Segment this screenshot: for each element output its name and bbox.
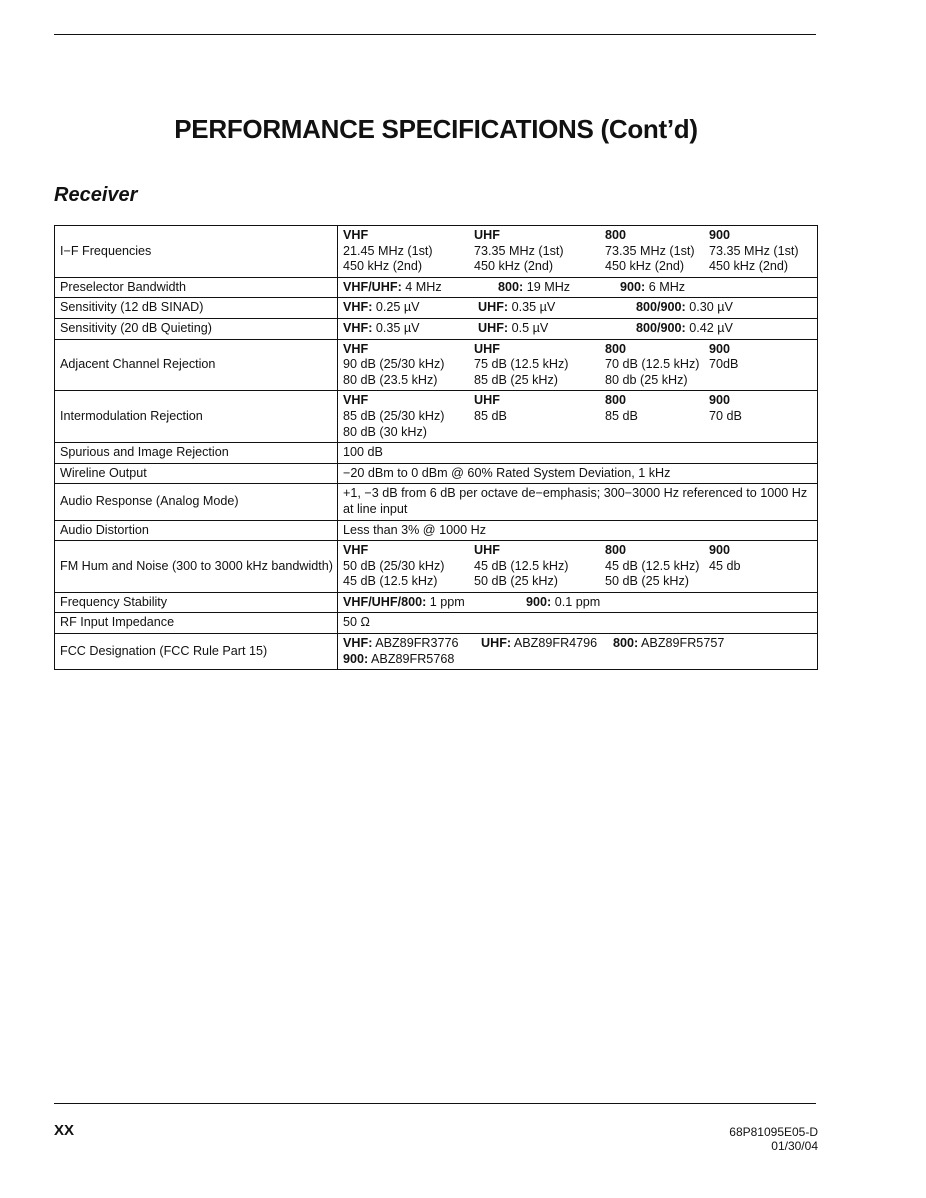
cell: 73.35 MHz (1st) [605,243,695,258]
band-header: 800 [605,393,627,408]
cell: 70 dB (12.5 kHz) [605,357,700,372]
cell: 45 dB (12.5 kHz) [474,558,569,573]
spec-value [338,318,818,339]
cell: 75 dB (12.5 kHz) [474,357,569,372]
key: 800/900: [636,300,686,315]
spec-value [338,226,818,278]
key: 900: [620,279,646,294]
band-header: UHF [474,228,500,242]
key: VHF/UHF: [343,279,402,294]
cell [709,425,805,441]
band-header: 800 [605,543,627,558]
spec-label: Sensitivity (12 dB SINAD) [55,298,338,319]
spec-label: Adjacent Channel Rejection [55,339,338,391]
spec-label: Frequency Stability [55,592,338,613]
cell [709,574,805,590]
table-row [55,277,818,298]
spec-label: I−F Frequencies [55,226,338,278]
cell: 450 kHz (2nd) [709,259,789,274]
receiver-spec-table [54,225,818,670]
table-row [55,298,818,319]
cell: 73.35 MHz (1st) [709,243,799,258]
table-row [55,520,818,541]
cell: 90 dB (25/30 kHz) [343,357,445,372]
table-row [55,443,818,464]
value: 19 MHz [523,279,571,294]
spec-label: Audio Response (Analog Mode) [55,484,338,520]
band-header: UHF [474,543,500,558]
value: 0.1 ppm [551,594,601,609]
spec-label: Preselector Bandwidth [55,277,338,298]
cell: 50 dB (25 kHz) [605,574,689,589]
cell: 21.45 MHz (1st) [343,243,433,258]
cell: 70dB [709,357,739,372]
spec-label: FM Hum and Noise (300 to 3000 kHz bandwidth) [55,541,338,593]
table-row [55,463,818,484]
cell: 450 kHz (2nd) [605,259,685,274]
cell: 450 kHz (2nd) [474,259,554,274]
cell [474,425,605,441]
cell: 73.35 MHz (1st) [474,243,564,258]
key: VHF: [343,300,373,315]
doc-number: 68P81095E05-D [729,1125,818,1139]
value: ABZ89FR4796 [511,636,598,651]
value: 6 MHz [645,279,686,294]
cell: 85 dB (25/30 kHz) [343,408,445,423]
cell [709,373,805,389]
table-row [55,541,818,593]
key: VHF: [343,636,373,651]
spec-value [338,277,818,298]
spec-value: Less than 3% @ 1000 Hz [338,520,818,541]
section-heading: Receiver [54,184,138,206]
page-title: PERFORMANCE SPECIFICATIONS (Cont’d) [174,114,698,144]
band-header: 800 [605,341,627,356]
doc-date: 01/30/04 [771,1139,818,1153]
cell: 45 dB (12.5 kHz) [343,574,438,589]
cell: 85 dB (25 kHz) [474,372,558,387]
cell: 80 dB (23.5 kHz) [343,372,438,387]
table-row [55,339,818,391]
spec-value: −20 dBm to 0 dBm @ 60% Rated System Deviation, 1 kHz [338,463,818,484]
value: 0.42 µV [685,320,733,335]
band-header: 900 [709,543,731,558]
band-header: 800 [605,228,627,242]
value: 0.35 µV [372,320,420,335]
spec-value [338,634,818,670]
spec-value: +1, −3 dB from 6 dB per octave de−emphasis; 300−3000 Hz referenced to 1000 Hz at line input [338,484,818,520]
spec-label: Intermodulation Rejection [55,391,338,443]
band-header: VHF [343,543,369,558]
cell: 85 dB [474,408,507,423]
table-row [55,318,818,339]
spec-value [338,541,818,593]
table-row [55,226,818,278]
cell: 70 dB [709,408,742,423]
key: UHF: [481,636,512,651]
cell: 80 db (25 kHz) [605,372,688,387]
band-header: 900 [709,341,731,356]
value: ABZ89FR3776 [372,636,459,651]
spec-label: Spurious and Image Rejection [55,443,338,464]
cell: 45 dB (12.5 kHz) [605,558,700,573]
value: 0.30 µV [685,300,733,315]
table-row [55,613,818,634]
bottom-rule [54,1103,816,1104]
band-header: 900 [709,393,731,408]
key: 900: [343,651,369,666]
key: UHF: [478,320,509,335]
value: ABZ89FR5757 [638,636,725,651]
value: 0.5 µV [508,320,549,335]
cell: 80 dB (30 kHz) [343,424,427,439]
spec-value [338,339,818,391]
cell: 50 dB (25 kHz) [474,574,558,589]
spec-label: Sensitivity (20 dB Quieting) [55,318,338,339]
band-header: UHF [474,341,500,356]
value: 0.25 µV [372,300,420,315]
value: ABZ89FR5768 [368,651,455,666]
cell: 45 db [709,558,741,573]
spec-value [338,592,818,613]
table-row [55,592,818,613]
doc-info [729,1125,818,1153]
page-number: XX [54,1122,75,1139]
cell: 450 kHz (2nd) [343,259,423,274]
value: 4 MHz [401,279,442,294]
key: VHF: [343,320,373,335]
spec-value [338,391,818,443]
band-header: 900 [709,228,731,242]
band-header: UHF [474,393,500,408]
spec-label: Audio Distortion [55,520,338,541]
key: 800: [613,636,639,651]
table-row [55,391,818,443]
table-row [55,484,818,520]
key: VHF/UHF/800: [343,594,427,609]
key: 800: [498,279,524,294]
spec-value [338,298,818,319]
key: 900: [526,594,552,609]
cell: 85 dB [605,408,638,423]
top-rule [54,34,816,35]
table-row [55,634,818,670]
band-header: VHF [343,228,369,242]
key: 800/900: [636,320,686,335]
cell: 50 dB (25/30 kHz) [343,558,445,573]
band-header: VHF [343,393,369,408]
value: 0.35 µV [508,300,556,315]
spec-label: FCC Designation (FCC Rule Part 15) [55,634,338,670]
spec-value: 100 dB [338,443,818,464]
spec-label: RF Input Impedance [55,613,338,634]
value: 1 ppm [426,594,465,609]
band-header: VHF [343,341,369,356]
spec-value: 50 Ω [338,613,818,634]
spec-label: Wireline Output [55,463,338,484]
cell [605,425,709,441]
key: UHF: [478,300,509,315]
